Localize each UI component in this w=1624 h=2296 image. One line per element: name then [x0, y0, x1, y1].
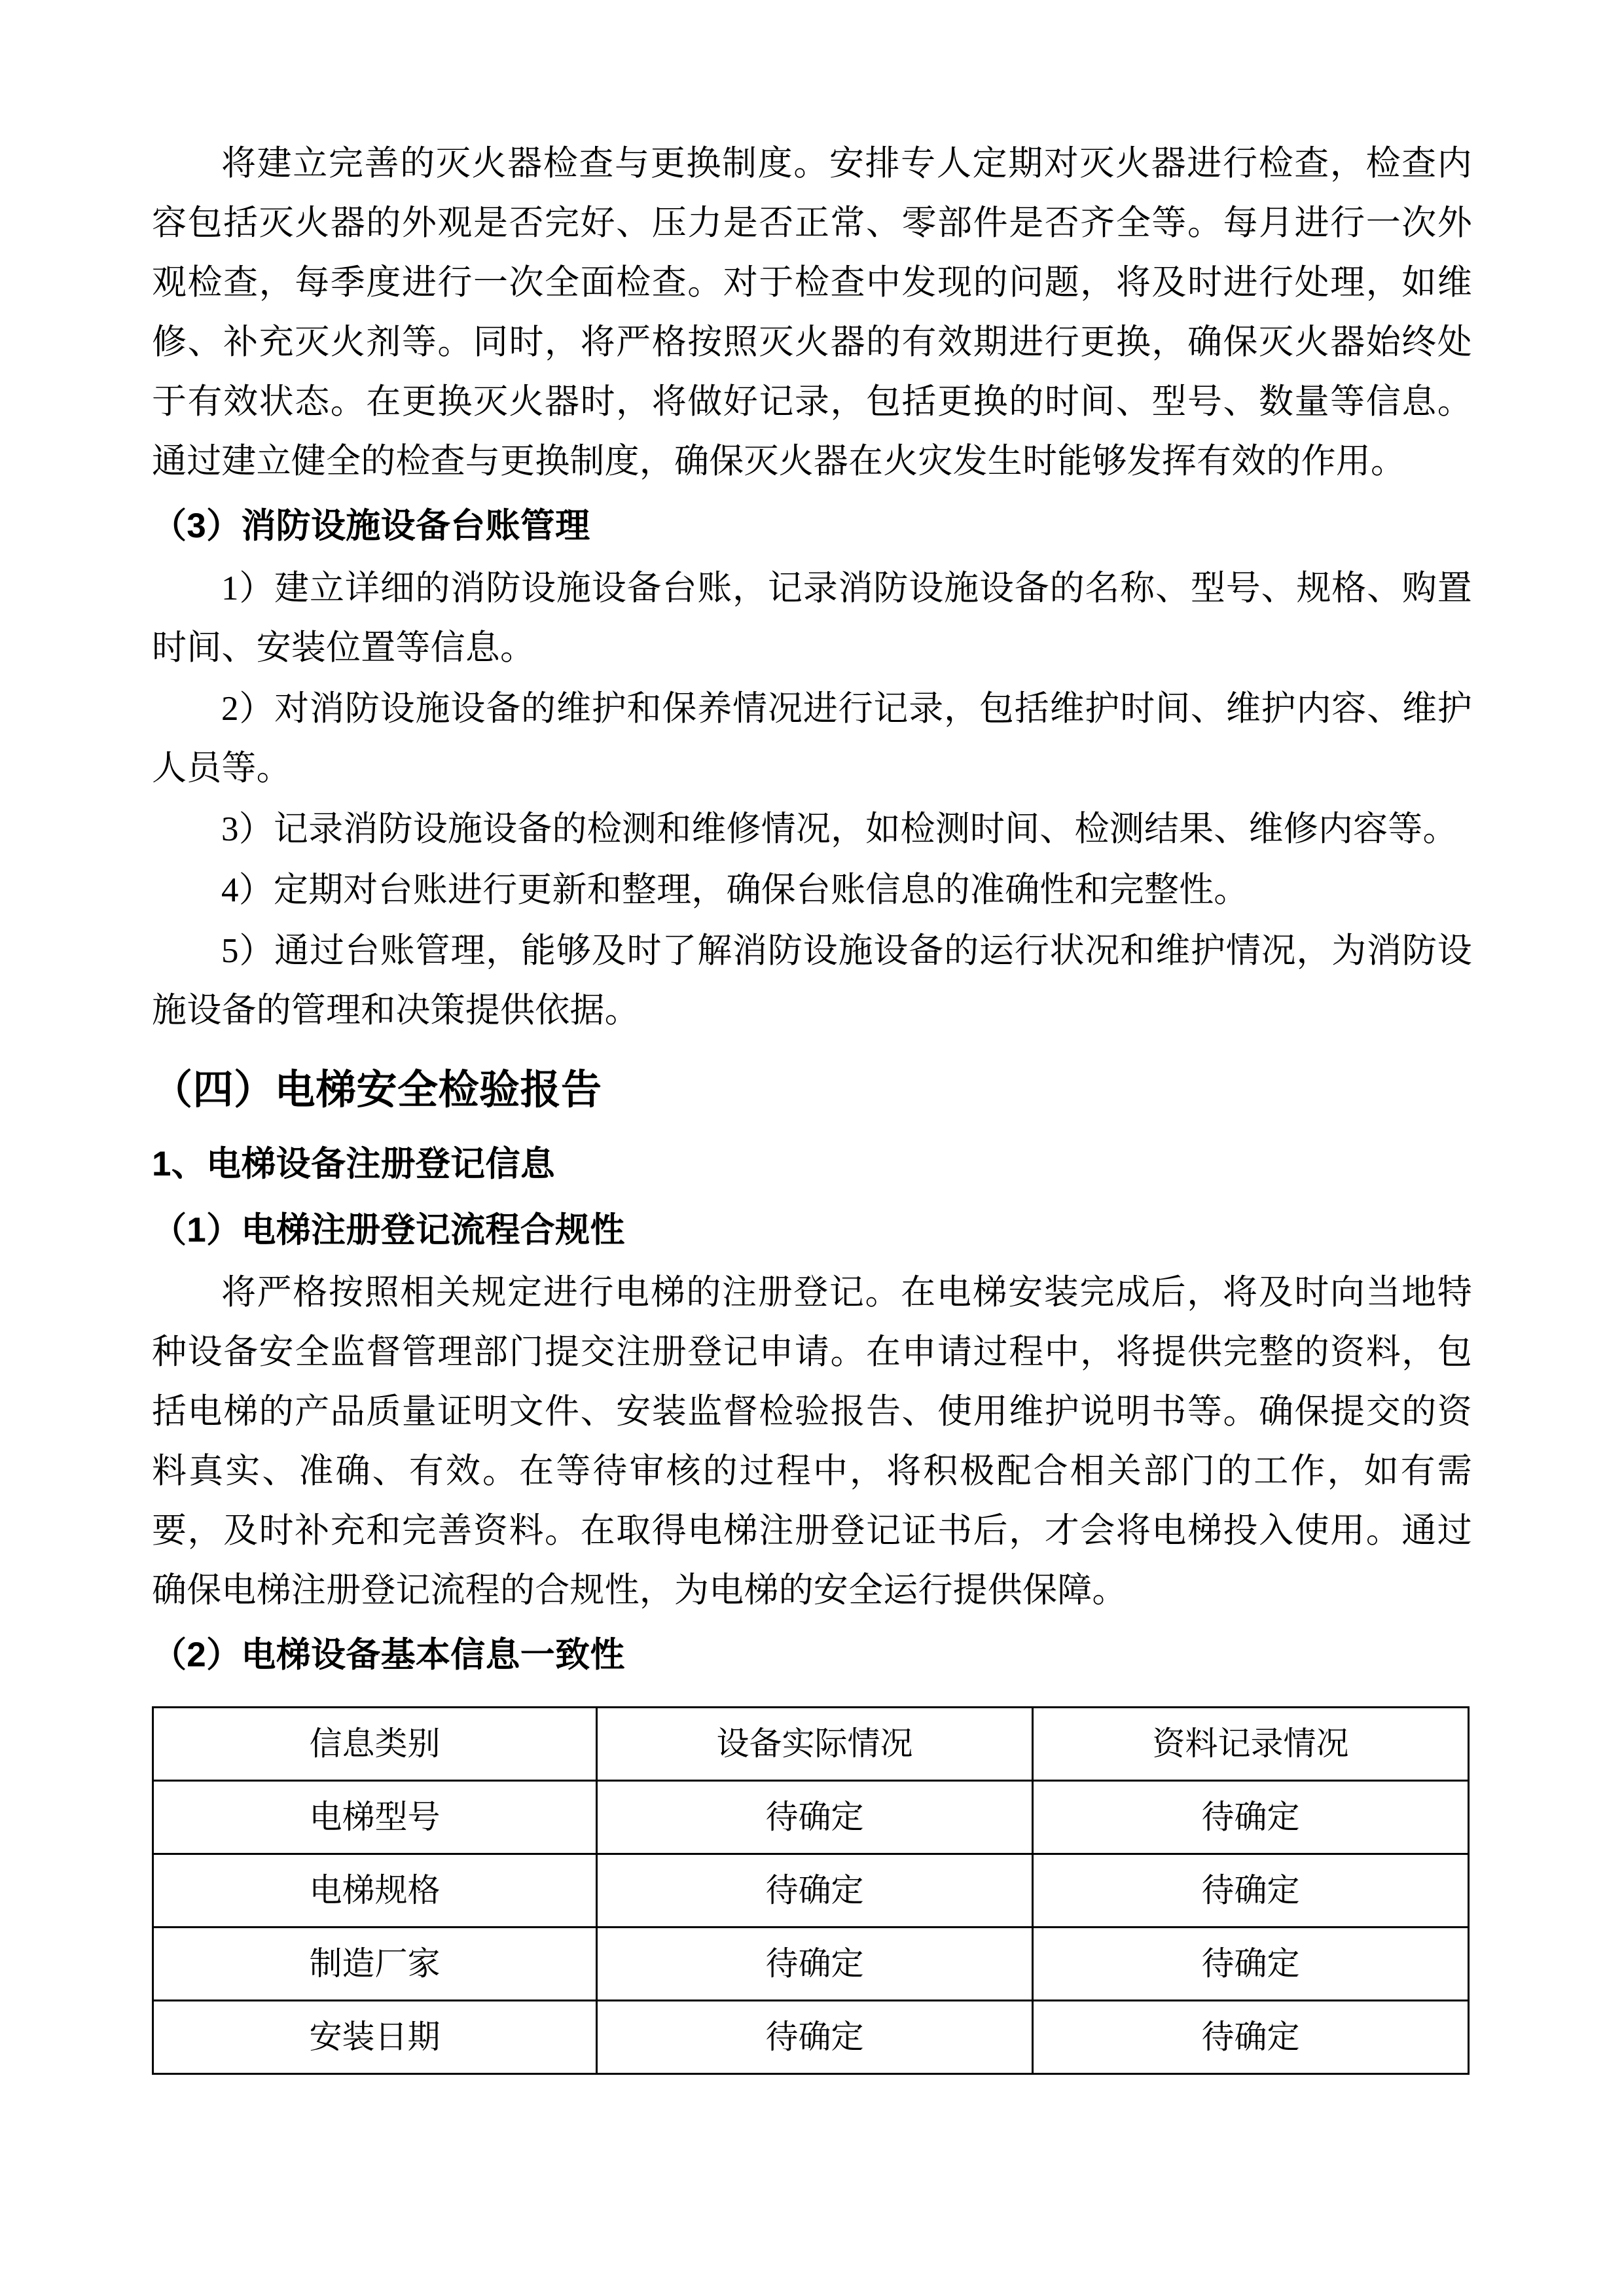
page-content: [152, 134, 1472, 2101]
column-header-category: 信息类别: [153, 1708, 597, 1781]
cell-record: 待确定: [1033, 2001, 1469, 2074]
ledger-item-1: 1）建立详细的消防设施设备台账，记录消防设施设备的名称、型号、规格、购置时间、安装位置等信息。: [152, 569, 1472, 667]
cell-actual: 待确定: [597, 1928, 1033, 2001]
bottom-spacer: [152, 2075, 1472, 2101]
cell-actual: 待确定: [597, 2001, 1033, 2074]
cell-record: 待确定: [1033, 1928, 1469, 2001]
table-header: [153, 1708, 1469, 1781]
cell-record: 待确定: [1033, 1854, 1469, 1928]
cell-category: 电梯型号: [153, 1781, 597, 1854]
paragraph-registration-process: 将严格按照相关规定进行电梯的注册登记。在电梯安装完成后，将及时向当地特种设备安全监督管理部门提交注册登记申请。在申请过程中，将提供完整的资料，包括电梯的产品质量证明文件、安装监督检验报告、使用维护说明书等。确保提交的资料真实、准确、有效。在等待审核的过程中，将积极配合相关部门的工作，如有需要，及时补充和完善资料。在取得电梯注册登记证书后，才会将电梯投入使用。通过确保电梯注册登记流程的合规性，为电梯的安全运行提供保障。: [152, 1274, 1472, 1609]
table-row: [153, 2001, 1469, 2074]
cell-category: 安装日期: [153, 2001, 597, 2074]
table-header-row: [153, 1708, 1469, 1781]
table-row: [153, 1928, 1469, 2001]
table-row: [153, 1781, 1469, 1854]
table-body: [153, 1781, 1469, 2074]
heading-elevator-safety-inspection-report: （四）电梯安全检验报告: [152, 1067, 602, 1113]
heading-elevator-registration-info: 1、电梯设备注册登记信息: [152, 1145, 556, 1183]
cell-category: 电梯规格: [153, 1854, 597, 1928]
ledger-item-4: 4）定期对台账进行更新和整理，确保台账信息的准确性和完整性。: [221, 871, 1249, 909]
elevator-equipment-info-table: [152, 1706, 1470, 2075]
cell-record: 待确定: [1033, 1781, 1469, 1854]
column-header-record: 资料记录情况: [1033, 1708, 1469, 1781]
ledger-item-5: 5）通过台账管理，能够及时了解消防设施设备的运行状况和维护情况，为消防设施设备的管理和决策提供依据。: [152, 932, 1472, 1030]
table-row: [153, 1854, 1469, 1928]
ledger-item-3: 3）记录消防设施设备的检测和维修情况，如检测时间、检测结果、维修内容等。: [221, 810, 1458, 848]
heading-registration-process-compliance: （1）电梯注册登记流程合规性: [152, 1211, 625, 1249]
paragraph-extinguisher-inspection: 将建立完善的灭火器检查与更换制度。安排专人定期对灭火器进行检查，检查内容包括灭火器的外观是否完好、压力是否正常、零部件是否齐全等。每月进行一次外观检查，每季度进行一次全面检查。对于检查中发现的问题，将及时进行处理，如维修、补充灭火剂等。同时，将严格按照灭火器的有效期进行更换，确保灭火器始终处于有效状态。在更换灭火器时，将做好记录，包括更换的时间、型号、数量等信息。通过建立健全的检查与更换制度，确保灭火器在火灾发生时能够发挥有效的作用。: [152, 145, 1472, 480]
heading-equipment-basic-info-consistency: （2）电梯设备基本信息一致性: [152, 1636, 625, 1674]
heading-fire-equipment-ledger: （3）消防设施设备台账管理: [152, 507, 590, 545]
cell-actual: 待确定: [597, 1854, 1033, 1928]
cell-actual: 待确定: [597, 1781, 1033, 1854]
column-header-actual: 设备实际情况: [597, 1708, 1033, 1781]
ledger-item-2: 2）对消防设施设备的维护和保养情况进行记录，包括维护时间、维护内容、维护人员等。: [152, 690, 1472, 787]
cell-category: 制造厂家: [153, 1928, 597, 2001]
